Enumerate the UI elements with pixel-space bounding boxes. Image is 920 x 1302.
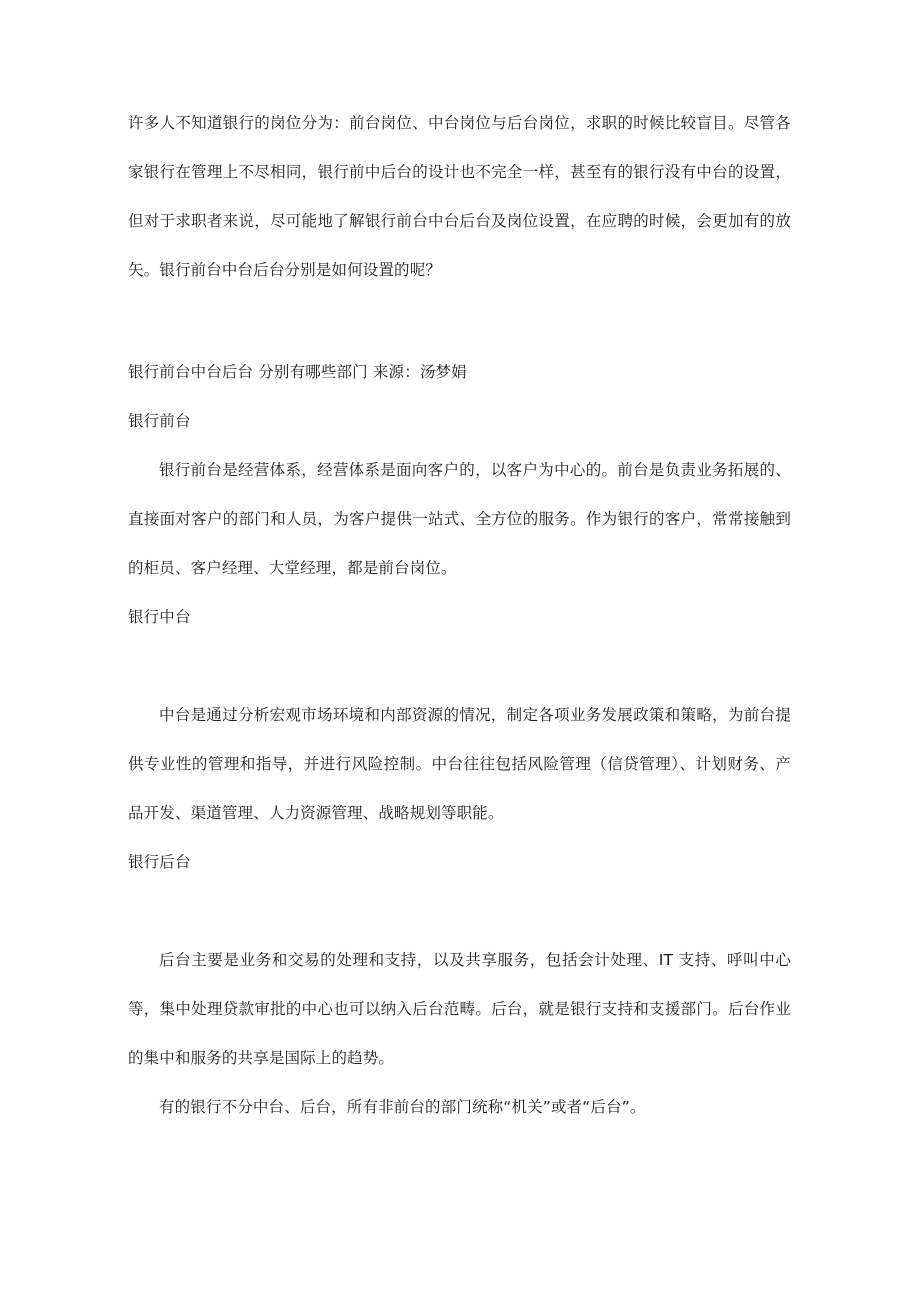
section-heading-front-office-block: [128, 397, 791, 446]
section-heading-back-office: 银行后台: [128, 853, 191, 871]
section-heading-back-office-block: [128, 838, 791, 887]
section-body-front-office: 银行前台是经营体系，经营体系是面向客户的，以客户为中心的。前台是负责业务拓展的、直接面对客户的部门和人员，为客户提供一站式、全方位的服务。作为银行的客户，常常接触到的柜员、客户经理、大堂经理，都是前台岗位。: [128, 461, 791, 577]
section-heading-front-office: 银行前台: [128, 412, 191, 430]
section-heading-middle-office-block: [128, 593, 791, 642]
source-line: 银行前台中台后台 分别有哪些部门 来源：汤梦娟: [128, 363, 467, 381]
source-line-block: [128, 348, 791, 397]
section-heading-middle-office: 银行中台: [128, 608, 191, 626]
section-body-middle-office-block: [128, 691, 791, 838]
section-body-back-office: 后台主要是业务和交易的处理和支持，以及共享服务，包括会计处理、IT 支持、呼叫中心等，集中处理贷款审批的中心也可以纳入后台范畴。后台，就是银行支持和支援部门。后台作业的集中和服务的共享是国际上的趋势。: [128, 951, 791, 1067]
intro-paragraph-block: [128, 99, 791, 295]
section-body-back-office-block: [128, 936, 791, 1083]
intro-paragraph: 许多人不知道银行的岗位分为：前台岗位、中台岗位与后台岗位，求职的时候比较盲目。尽管各家银行在管理上不尽相同，银行前中后台的设计也不完全一样，甚至有的银行没有中台的设置，但对于求职者来说，尽可能地了解银行前台中台后台及岗位设置，在应聘的时候，会更加有的放矢。银行前台中台后台分别是如何设置的呢？: [128, 114, 791, 279]
section-body-front-office-block: [128, 446, 791, 593]
closing-paragraph: 有的银行不分中台、后台，所有非前台的部门统称“机关”或者“后台”。: [159, 1098, 646, 1116]
section-body-middle-office: 中台是通过分析宏观市场环境和内部资源的情况，制定各项业务发展政策和策略，为前台提供专业性的管理和指导，并进行风险控制。中台往往包括风险管理（信贷管理）、计划财务、产品开发、渠道管理、人力资源管理、战略规划等职能。: [128, 706, 791, 822]
closing-paragraph-block: [128, 1083, 791, 1132]
